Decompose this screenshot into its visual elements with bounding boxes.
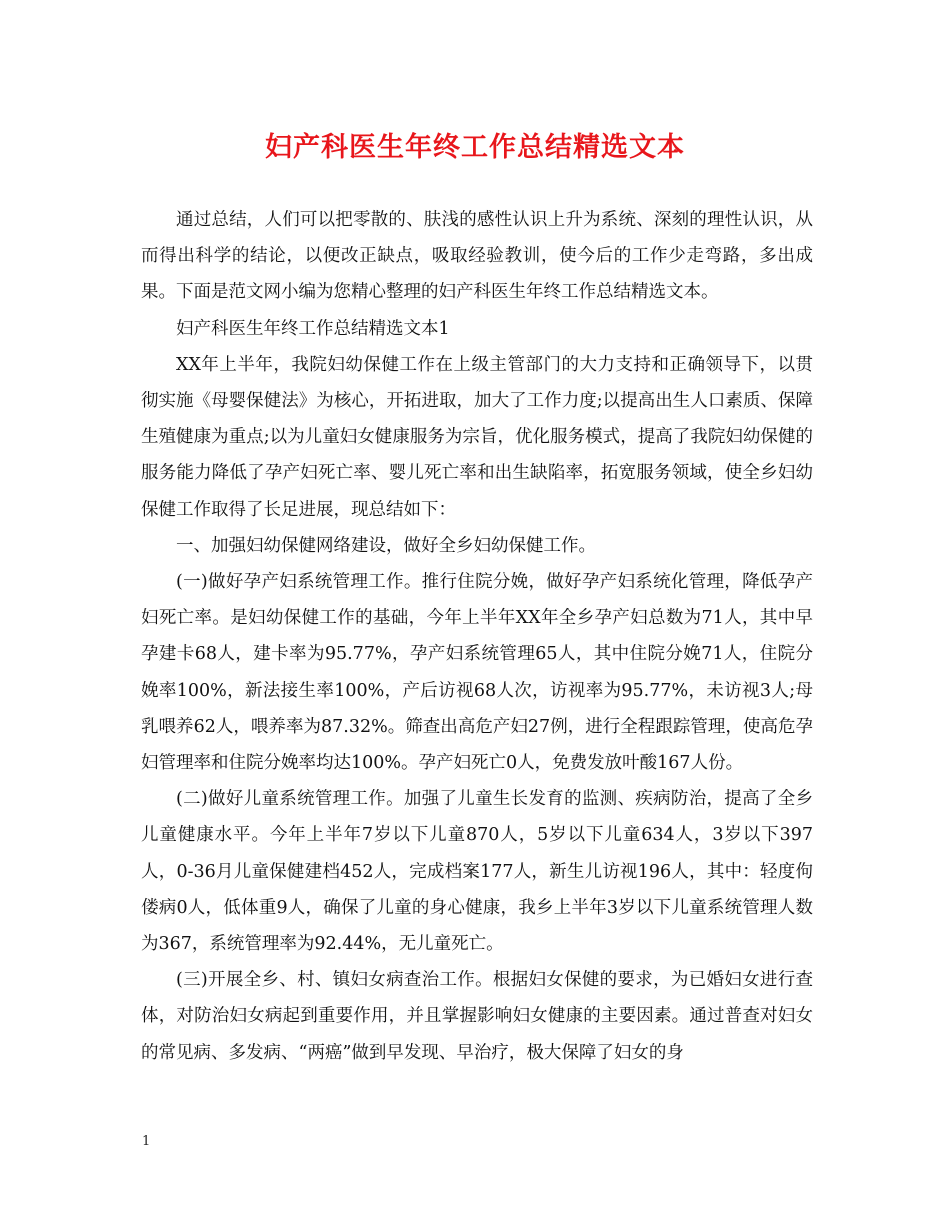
child-care-paragraph: (二)做好儿童系统管理工作。加强了儿童生长发育的监测、疾病防治，提高了全乡儿童健康水平。今年上半年7岁以下儿童870人，5岁以下儿童634人，3岁以下397人，0-36月儿童保健建档452人，完成档案177人，新生儿访视196人，其中：轻度佝偻病0人，低体重9人，确保了儿童的身心健康，我乡上半年3岁以下儿童系统管理人数为367，系统管理率为92.44%，无儿童死亡。 — [141, 789, 813, 955]
section-heading: 妇产科医生年终工作总结精选文本1 — [176, 318, 450, 339]
womens-health-paragraph: (三)开展全乡、村、镇妇女病查治工作。根据妇女保健的要求，为已婚妇女进行查体，对防治妇女病起到重要作用，并且掌握影响妇女健康的主要因素。通过普查对妇女的常见病、多发病、“两癌”做到早发现、早治疗，极大保障了妇女的身 — [141, 970, 813, 1063]
intro-paragraph: 通过总结，人们可以把零散的、肤浅的感性认识上升为系统、深刻的理性认识，从而得出科学的结论，以便改正缺点，吸取经验教训，使今后的工作少走弯路，多出成果。下面是范文网小编为您精心整理的妇产科医生年终工作总结精选文本。 — [141, 210, 813, 303]
document-title: 妇产科医生年终工作总结精选文本 — [265, 132, 685, 163]
document-body — [141, 202, 813, 1071]
page-number: 1 — [142, 1134, 151, 1149]
summary-paragraph: XX年上半年，我院妇幼保健工作在上级主管部门的大力支持和正确领导下，以贯彻实施《母婴保健法》为核心，开拓进取，加大了工作力度;以提高出生人口素质、保障生殖健康为重点;以为儿童妇女健康服务为宗旨，优化服务模式，提高了我院妇幼保健的服务能力降低了孕产妇死亡率、婴儿死亡率和出生缺陷率，拓宽服务领域，使全乡妇幼保健工作取得了长足进展，现总结如下： — [141, 354, 813, 520]
maternal-care-paragraph: (一)做好孕产妇系统管理工作。推行住院分娩，做好孕产妇系统化管理，降低孕产妇死亡率。是妇幼保健工作的基础，今年上半年XX年全乡孕产妇总数为71人，其中早孕建卡68人，建卡率为95.77%，孕产妇系统管理65人，其中住院分娩71人，住院分娩率100%，新法接生率100%，产后访视68人次，访视率为95.77%，未访视3人;母乳喂养62人，喂养率为87.32%。筛查出高危产妇27例，进行全程跟踪管理，使高危孕妇管理率和住院分娩率均达100%。孕产妇死亡0人，免费发放叶酸167人份。 — [141, 572, 813, 774]
subsection-heading: 一、加强妇幼保健网络建设，做好全乡妇幼保健工作。 — [176, 535, 596, 556]
